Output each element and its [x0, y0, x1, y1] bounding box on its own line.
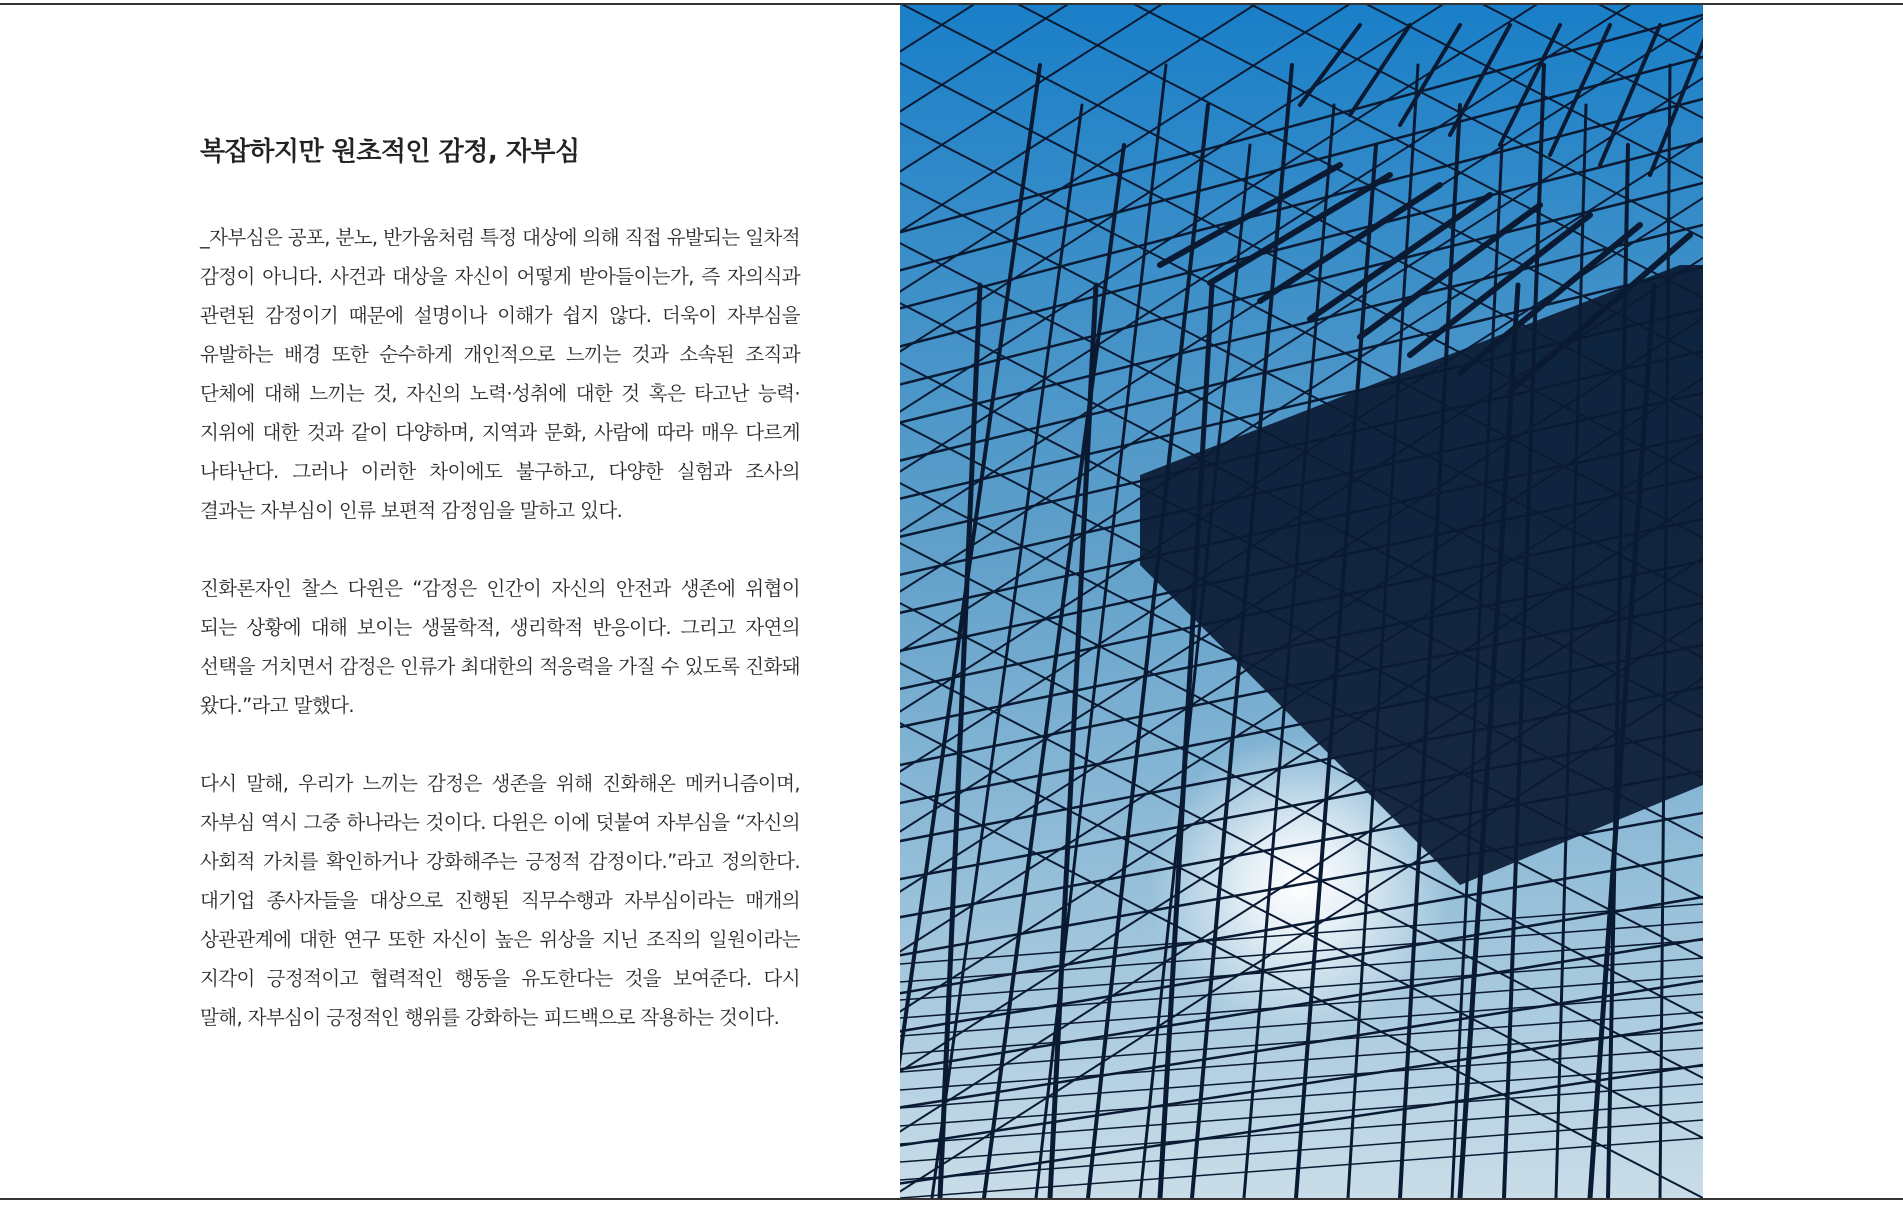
article-paragraph-3: 다시 말해, 우리가 느끼는 감정은 생존을 위해 진화해온 메커니즘이며, 자부심 역시 그중 하나라는 것이다. 다윈은 이에 덧붙여 자부심을 “자신의 사회적 가치를 확인하거나 강화해주는 긍정적 감정이다.”라고 정의한다. 대기업 종사자들을 대상으로 진행된 직무수행과 자부심이라는 매개의 상관관계에 대한 연구 또한 자신이 높은 위상을 지닌 조직의 일원이라는 지각이 긍정적이고 협력적인 행동을 유도한다는 것을 보여준다. 다시 말해, 자부심이 긍정적인 행위를 강화하는 피드백으로 작용하는 것이다. — [200, 772, 800, 1029]
article-text — [200, 132, 800, 1076]
scaffolding-photo — [900, 5, 1703, 1198]
article-heading: 복잡하지만 원초적인 감정, 자부심 — [200, 137, 580, 167]
article-paragraph-1: _자부심은 공포, 분노, 반가움처럼 특정 대상에 의해 직접 유발되는 일차적 감정이 아니다. 사건과 대상을 자신이 어떻게 받아들이는가, 즉 자의식과 관련된 감정이기 때문에 설명이나 이해가 쉽지 않다. 더욱이 자부심을 유발하는 배경 또한 순수하게 개인적으로 느끼는 것과 소속된 조직과 단체에 대해 느끼는 것, 자신의 노력·성취에 대한 것 혹은 타고난 능력·지위에 대한 것과 같이 다양하며, 지역과 문화, 사람에 따라 매우 다르게 나타난다. 그러나 이러한 차이에도 불구하고, 다양한 실험과 조사의 결과는 자부심이 인류 보편적 감정임을 말하고 있다. — [200, 226, 800, 522]
article-paragraph-2: 진화론자인 찰스 다윈은 “감정은 인간이 자신의 안전과 생존에 위협이 되는 상황에 대해 보이는 생물학적, 생리학적 반응이다. 그리고 자연의 선택을 거치면서 감정은 인류가 최대한의 적응력을 가질 수 있도록 진화돼 왔다.”라고 말했다. — [200, 577, 800, 717]
bottom-rule — [0, 1198, 1903, 1200]
